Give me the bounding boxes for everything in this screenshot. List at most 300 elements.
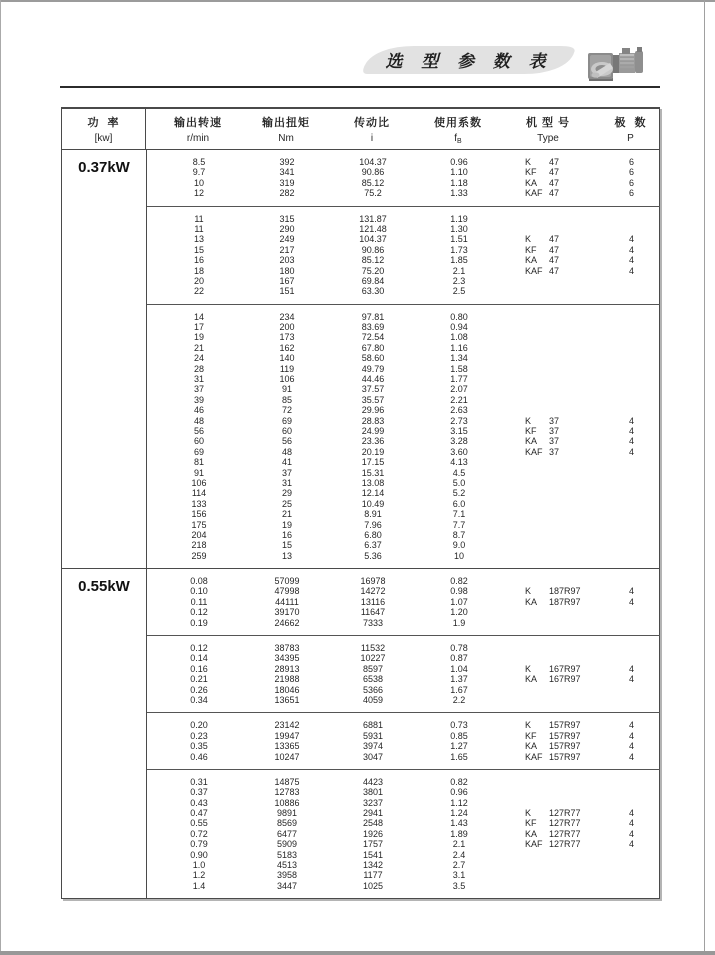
poles-cell: 6: [628, 167, 634, 178]
ratio-cell: 1342: [362, 860, 384, 871]
poles-cell: 4: [628, 234, 634, 245]
torque-cell: 180: [279, 265, 295, 276]
type-cell: [495, 416, 603, 426]
poles-cell: 4: [628, 265, 634, 276]
type-size: 47: [549, 234, 560, 245]
type-cell: [495, 597, 603, 607]
service-factor-cell: 1.34: [450, 353, 468, 364]
service-factor-cell: 2.3: [452, 275, 466, 286]
type-size: 187R97: [549, 586, 581, 597]
table-row: [147, 188, 660, 198]
service-factor-cell: 6.0: [452, 498, 466, 509]
poles-header-cn: 极 数: [614, 117, 647, 129]
table-row: [147, 643, 660, 653]
type-cell: [495, 860, 603, 870]
type-header-en: Type: [537, 133, 559, 144]
torque-cell: 57099: [274, 576, 300, 587]
type-cell: [495, 447, 603, 457]
torque-cell: 85: [281, 394, 292, 405]
table-row: [147, 167, 660, 177]
table-row: [147, 457, 660, 467]
type-size: 127R77: [549, 818, 581, 829]
service-factor-cell: 1.33: [450, 188, 468, 199]
table-row: [147, 509, 660, 519]
type-prefix: K: [525, 157, 532, 167]
speed-cell: 31: [193, 374, 204, 385]
speed-cell: 60: [193, 436, 204, 447]
type-size: 127R77: [549, 828, 581, 839]
table-row: [147, 870, 660, 880]
poles-cell: 6: [628, 188, 634, 199]
type-prefix: KAF: [525, 265, 543, 276]
table-row: [147, 416, 660, 426]
speed-cell: 0.79: [190, 839, 208, 850]
service-factor-cell: 3.1: [452, 870, 466, 881]
table-row: [147, 607, 660, 617]
type-cell: [495, 255, 603, 265]
speed-cell: 0.35: [190, 741, 208, 752]
power-label: 0.55kW: [78, 578, 130, 596]
torque-cell: 44111: [275, 596, 299, 607]
type-prefix: KA: [525, 828, 538, 839]
poles-cell: [603, 374, 660, 384]
speed-cell: 17: [193, 322, 204, 333]
table-row: [147, 860, 660, 870]
table-row: [147, 530, 660, 540]
torque-cell: 10247: [274, 751, 300, 762]
type-cell: [495, 685, 603, 695]
service-factor-cell: 2.4: [452, 849, 466, 860]
poles-cell: [603, 468, 660, 478]
type-prefix: KAF: [525, 446, 543, 457]
speed-cell: 114: [191, 488, 207, 499]
torque-cell: 60: [281, 425, 292, 436]
type-prefix: K: [525, 663, 532, 674]
type-size: 37: [549, 436, 560, 447]
ratio-cell: 90.86: [361, 167, 385, 178]
torque-cell: 5183: [276, 849, 298, 860]
speed-cell: 15: [193, 244, 204, 255]
service-factor-cell: 2.2: [452, 694, 466, 705]
torque-cell: 41: [281, 457, 292, 468]
speed-cell: 0.10: [190, 586, 208, 597]
gearmotor-image: [586, 45, 646, 85]
ratio-cell: 6.80: [364, 529, 382, 540]
ratio-cell: 131.87: [359, 213, 387, 224]
speed-cell: 0.16: [190, 663, 208, 674]
ratio-cell: 6.37: [364, 540, 382, 551]
table-row: [147, 808, 660, 818]
table-row: [147, 343, 660, 353]
table-row: [147, 576, 660, 586]
poles-cell: [603, 607, 660, 617]
type-cell: [495, 731, 603, 741]
torque-cell: 315: [279, 213, 295, 224]
ratio-cell: 35.57: [361, 394, 385, 405]
service-factor-cell: 1.10: [450, 167, 468, 178]
table-row: [147, 266, 660, 276]
service-factor-cell: 0.96: [450, 157, 468, 167]
ratio-cell: 6538: [362, 674, 384, 685]
ratio-cell: 44.46: [361, 374, 385, 385]
service-factor-cell: 2.1: [452, 839, 466, 850]
service-factor-cell: 1.51: [450, 234, 468, 245]
type-cell: [495, 178, 603, 188]
service-factor-cell: 2.5: [452, 286, 466, 297]
speed-cell: 1.2: [192, 870, 206, 881]
speed-cell: 0.34: [190, 694, 208, 705]
torque-cell: 13: [281, 550, 292, 561]
type-size: 47: [549, 265, 560, 276]
ratio-cell: 2548: [362, 818, 384, 829]
ratio-group: [147, 150, 660, 206]
torque-cell: 6477: [276, 828, 298, 839]
service-factor-cell: 1.77: [450, 374, 468, 385]
page-edge-top: [0, 0, 715, 2]
table-row: [147, 551, 660, 561]
speed-cell: 0.90: [190, 849, 208, 860]
service-factor-cell: 0.87: [450, 653, 468, 664]
type-size: 157R97: [549, 720, 581, 731]
type-prefix: KF: [525, 167, 537, 178]
speed-cell: 16: [193, 255, 204, 266]
type-cell: [495, 520, 603, 530]
type-cell: [495, 720, 603, 730]
service-factor-cell: 3.5: [452, 880, 466, 891]
type-cell: [495, 509, 603, 519]
torque-cell: 12783: [274, 787, 300, 798]
ratio-cell: 11532: [360, 643, 386, 654]
table-row: [147, 653, 660, 663]
speed-cell: 0.55: [190, 818, 208, 829]
speed-cell: 13: [193, 234, 204, 245]
torque-cell: 249: [279, 234, 295, 245]
type-cell: [495, 384, 603, 394]
speed-cell: 21: [193, 342, 204, 353]
torque-cell: 31: [281, 477, 292, 488]
table-row: [147, 618, 660, 628]
torque-cell: 21988: [274, 674, 300, 685]
poles-cell: [603, 343, 660, 353]
service-factor-cell: 1.73: [450, 244, 468, 255]
table-row: [147, 741, 660, 751]
ratio-cell: 85.12: [361, 255, 385, 266]
poles-cell: 4: [628, 730, 634, 741]
type-cell: [495, 787, 603, 797]
ratio-cell: 29.96: [361, 405, 385, 416]
speed-cell: 37: [193, 384, 204, 395]
type-cell: [495, 286, 603, 296]
service-factor-cell: 1.08: [450, 332, 468, 343]
table-header-row: [62, 109, 659, 150]
type-size: 167R97: [549, 674, 581, 685]
poles-cell: [603, 224, 660, 234]
table-row: [147, 685, 660, 695]
torque-cell: 282: [279, 188, 295, 199]
type-cell: [495, 643, 603, 653]
ratio-cell: 12.14: [361, 488, 385, 499]
poles-cell: [603, 276, 660, 286]
torque-header-unit: Nm: [278, 133, 294, 144]
type-cell: [495, 881, 603, 891]
type-cell: [495, 364, 603, 374]
torque-cell: 3958: [276, 870, 298, 881]
table-row: [147, 364, 660, 374]
speed-cell: 28: [193, 363, 204, 374]
table-row: [147, 520, 660, 530]
table-row: [147, 374, 660, 384]
service-factor-cell: 1.30: [450, 223, 468, 234]
speed-cell: 10: [193, 177, 204, 188]
type-cell: [495, 157, 603, 167]
speed-cell: 0.19: [190, 617, 208, 628]
type-cell: [495, 214, 603, 224]
torque-cell: 319: [279, 177, 295, 188]
torque-cell: 39170: [274, 607, 300, 618]
poles-cell: [603, 457, 660, 467]
table-row: [147, 157, 660, 167]
torque-cell: 72: [281, 405, 292, 416]
service-factor-cell: 0.96: [450, 787, 468, 798]
service-factor-cell: 1.20: [450, 607, 468, 618]
torque-cell: 29: [281, 488, 292, 499]
service-factor-cell: 5.2: [452, 488, 466, 499]
table-row: [147, 384, 660, 394]
type-cell: [495, 332, 603, 342]
ratio-cell: 1926: [362, 828, 384, 839]
type-prefix: KA: [525, 436, 538, 447]
torque-cell: 16: [281, 529, 292, 540]
ratio-cell: 75.20: [361, 265, 385, 276]
ratio-cell: 1025: [362, 880, 384, 891]
speed-cell: 12: [193, 188, 204, 199]
service-factor-cell: 1.67: [450, 684, 468, 695]
ratio-cell: 4059: [362, 694, 384, 705]
service-factor-cell: 2.63: [450, 405, 468, 416]
speed-cell: 218: [191, 540, 207, 551]
poles-cell: [603, 478, 660, 488]
speed-cell: 0.12: [190, 607, 208, 618]
table-row: [147, 245, 660, 255]
poles-header-symbol: P: [627, 133, 634, 144]
speed-header-cn: 输出转速: [174, 117, 222, 129]
torque-cell: 37: [281, 467, 292, 478]
service-factor-cell: 3.28: [450, 436, 468, 447]
type-cell: [495, 674, 603, 684]
ratio-cell: 63.30: [361, 286, 385, 297]
table-row: [147, 255, 660, 265]
ratio-cell: 90.86: [361, 244, 385, 255]
poles-cell: 4: [628, 446, 634, 457]
power-column: [62, 150, 147, 568]
torque-cell: 392: [279, 157, 295, 167]
table-row: [147, 674, 660, 684]
speed-cell: 69: [193, 446, 204, 457]
table-row: [147, 695, 660, 705]
torque-cell: 13651: [274, 694, 300, 705]
ratio-cell: 20.19: [361, 446, 385, 457]
torque-cell: 38783: [274, 643, 300, 654]
poles-cell: [603, 395, 660, 405]
ratio-cell: 75.2: [364, 188, 382, 199]
ratio-cell: 83.69: [361, 322, 385, 333]
speed-cell: 48: [193, 415, 204, 426]
table-row: [147, 777, 660, 787]
poles-cell: [603, 870, 660, 880]
type-size: 47: [549, 244, 560, 255]
speed-cell: 133: [191, 498, 207, 509]
service-factor-cell: 1.07: [450, 596, 468, 607]
type-cell: [495, 618, 603, 628]
torque-cell: 167: [279, 275, 295, 286]
table-row: [147, 839, 660, 849]
selection-parameter-table: [61, 107, 660, 899]
table-row: [147, 586, 660, 596]
table-row: [147, 798, 660, 808]
speed-cell: 8.5: [192, 157, 206, 167]
type-prefix: KAF: [525, 751, 543, 762]
poles-cell: 4: [628, 586, 634, 597]
power-header-cn: 功 率: [87, 117, 120, 129]
service-factor-cell: 2.7: [452, 860, 466, 871]
table-row: [147, 787, 660, 797]
ratio-cell: 4423: [362, 776, 384, 787]
ratio-cell: 3047: [362, 751, 384, 762]
torque-cell: 119: [279, 363, 295, 374]
poles-cell: 4: [628, 425, 634, 436]
type-cell: [495, 808, 603, 818]
type-cell: [495, 405, 603, 415]
service-factor-cell: 8.7: [452, 529, 466, 540]
page-edge-right: [704, 0, 705, 955]
ratio-header-cn: 传动比: [354, 117, 390, 129]
ratio-cell: 3801: [362, 787, 384, 798]
speed-cell: 204: [191, 529, 207, 540]
torque-cell: 47998: [274, 586, 300, 597]
ratio-cell: 7333: [362, 617, 384, 628]
table-row: [147, 426, 660, 436]
table-row: [147, 881, 660, 891]
type-prefix: KAF: [525, 839, 543, 850]
speed-cell: 81: [193, 457, 204, 468]
speed-cell: 259: [191, 550, 207, 561]
poles-cell: 4: [628, 720, 634, 731]
type-size: 37: [549, 446, 560, 457]
type-cell: [495, 870, 603, 880]
ratio-cell: 1177: [363, 870, 383, 881]
type-cell: [495, 276, 603, 286]
type-cell: [495, 468, 603, 478]
speed-cell: 0.72: [190, 828, 208, 839]
poles-cell: [603, 777, 660, 787]
poles-cell: 4: [628, 244, 634, 255]
ratio-cell: 8.91: [364, 509, 382, 520]
page-title: 选 型 参 数 表: [385, 52, 553, 71]
speed-cell: 0.14: [190, 653, 208, 664]
ratio-cell: 14272: [360, 586, 386, 597]
ratio-cell: 37.57: [361, 384, 385, 395]
service-factor-cell: 0.82: [450, 776, 468, 787]
poles-cell: 4: [628, 663, 634, 674]
poles-cell: [603, 551, 660, 561]
type-size: 47: [549, 255, 560, 266]
torque-cell: 173: [279, 332, 295, 343]
speed-cell: 11: [194, 223, 204, 234]
service-factor-cell: 2.1: [452, 265, 466, 276]
group-stack: [147, 569, 660, 898]
poles-cell: [603, 405, 660, 415]
service-factor-cell: 1.16: [450, 342, 468, 353]
service-factor-cell: 1.9: [452, 617, 466, 628]
torque-cell: 10886: [274, 797, 300, 808]
ratio-cell: 3237: [362, 797, 384, 808]
ratio-cell: 24.99: [361, 425, 385, 436]
poles-cell: [603, 653, 660, 663]
poles-cell: [603, 364, 660, 374]
type-cell: [495, 829, 603, 839]
service-factor-cell: 7.7: [452, 519, 466, 530]
torque-cell: 341: [279, 167, 295, 178]
table-row: [147, 850, 660, 860]
service-factor-cell: 1.89: [450, 828, 468, 839]
ratio-group: [147, 712, 660, 769]
table-row: [147, 395, 660, 405]
poles-cell: 4: [628, 255, 634, 266]
table-row: [147, 720, 660, 730]
service-factor-cell: 7.1: [452, 509, 466, 520]
type-cell: [495, 234, 603, 244]
service-factor-cell: 1.58: [450, 363, 468, 374]
factor-header-cn: 使用系数: [434, 116, 482, 129]
type-cell: [495, 374, 603, 384]
column-header-ratio: [322, 109, 422, 149]
ratio-cell: 97.81: [361, 311, 385, 322]
poles-cell: [603, 286, 660, 296]
service-factor-cell: 3.15: [450, 425, 468, 436]
type-cell: [495, 551, 603, 561]
table-row: [147, 488, 660, 498]
service-factor-cell: 2.21: [450, 394, 468, 405]
ratio-cell: 13.08: [361, 477, 385, 488]
service-factor-cell: 1.19: [450, 213, 468, 224]
poles-cell: 4: [628, 808, 634, 819]
ratio-cell: 5366: [362, 684, 384, 695]
speed-cell: 14: [193, 311, 204, 322]
type-cell: [495, 741, 603, 751]
speed-cell: 0.12: [190, 643, 208, 654]
type-cell: [495, 850, 603, 860]
torque-cell: 69: [281, 415, 292, 426]
ratio-cell: 2941: [362, 808, 384, 819]
torque-cell: 19947: [274, 730, 300, 741]
service-factor-cell: 9.0: [452, 540, 466, 551]
poles-cell: 4: [628, 674, 634, 685]
torque-cell: 25: [281, 498, 292, 509]
service-factor-cell: 0.73: [450, 720, 468, 731]
poles-cell: [603, 520, 660, 530]
type-cell: [495, 530, 603, 540]
type-prefix: KA: [525, 741, 538, 752]
service-factor-cell: 1.18: [450, 177, 468, 188]
table-row: [147, 436, 660, 446]
type-cell: [495, 245, 603, 255]
speed-cell: 0.37: [190, 787, 208, 798]
torque-cell: 19: [281, 519, 292, 530]
torque-cell: 21: [281, 509, 292, 520]
power-header-unit: [kw]: [94, 133, 113, 144]
type-prefix: KF: [525, 818, 537, 829]
torque-cell: 203: [279, 255, 295, 266]
